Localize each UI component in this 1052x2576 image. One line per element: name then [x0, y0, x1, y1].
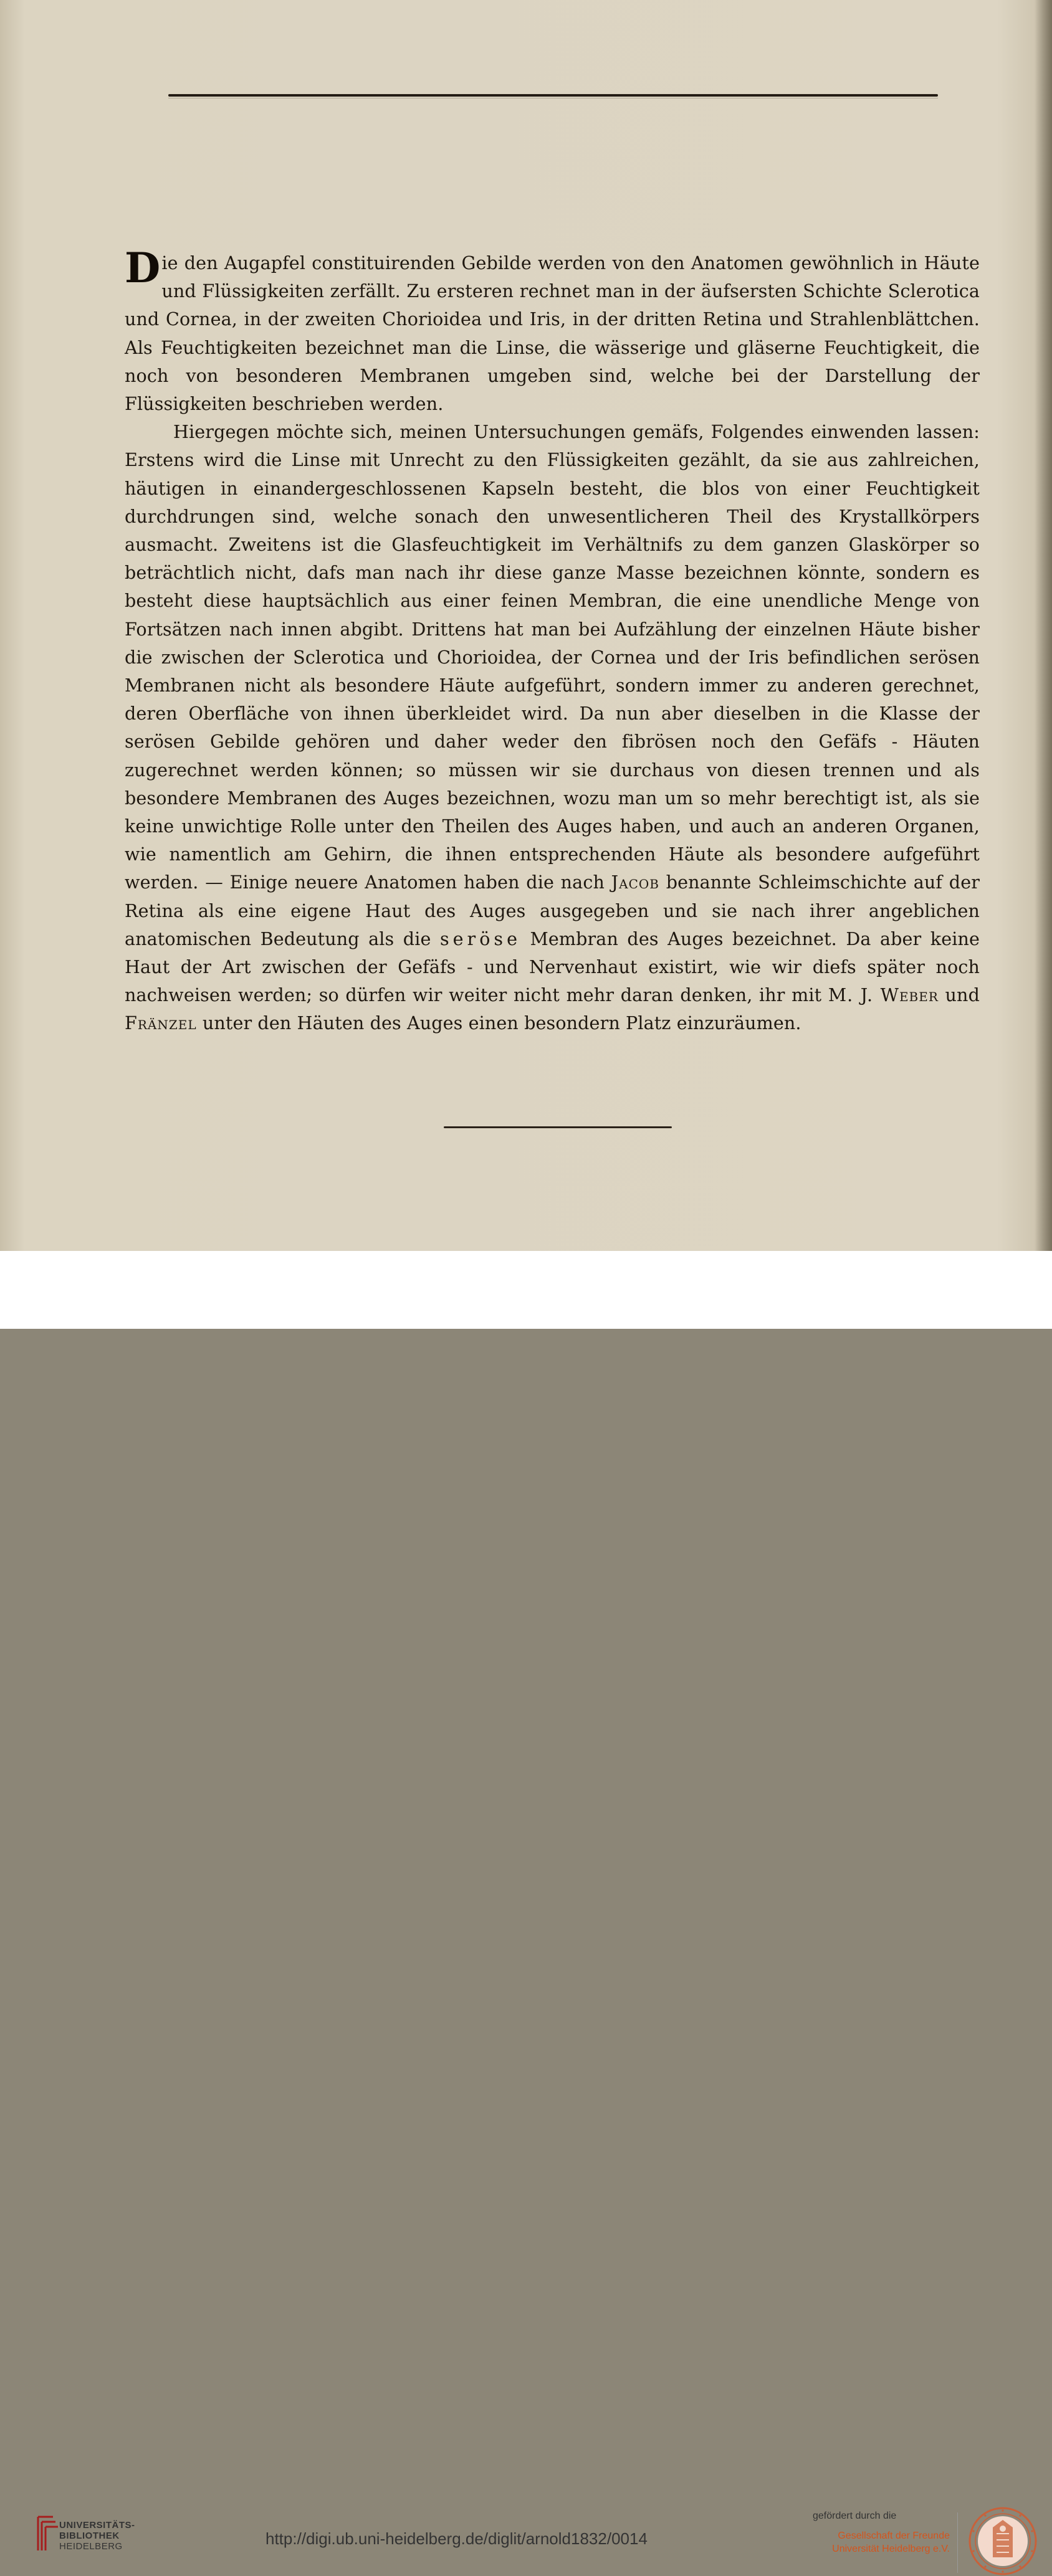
viewer-footer	[0, 1251, 1052, 2554]
paragraph-2	[125, 418, 980, 1037]
library-name-line-1: UNIVERSITÄTS-	[59, 2520, 135, 2531]
scanned-page	[0, 0, 1052, 1251]
university-seal-icon	[968, 2506, 1038, 2576]
library-name	[59, 2520, 135, 2552]
top-rule	[168, 94, 938, 97]
paragraph-2-part-4: und	[945, 984, 980, 1006]
library-name-line-2: BIBLIOTHEK	[59, 2531, 120, 2541]
body-text	[125, 244, 980, 1038]
emphasis-seroese: seröse	[439, 928, 522, 949]
paragraph-1	[125, 244, 980, 418]
spine-shadow	[1035, 0, 1052, 1251]
sponsor-name	[813, 2529, 950, 2555]
sponsor-name-line-1: Gesellschaft der Freunde	[838, 2531, 950, 2541]
name-fraenzel: Fränzel	[125, 1012, 197, 1034]
library-name-line-3: HEIDELBERG	[59, 2541, 123, 2552]
name-weber: M. J. Weber	[828, 984, 939, 1006]
paragraph-2-part-2: benannte Schleimschichte auf der Retina als eine eigene Haut des Auges ausgegeben und sie nach ihrer angeblichen anatomischen Bedeutung als die	[125, 872, 980, 949]
sponsor-label: gefördert durch die	[813, 2511, 897, 2521]
paragraph-2-part-3: Membran des Auges bezeichnet. Da aber keine Haut der Art zwischen der Gefäfs - und Nervenhaut existirt, wie wir diefs später noch nachweisen werden; so dürfen wir weiter nicht mehr daran denken, ihr mit	[125, 928, 980, 1006]
bottom-rule	[444, 1126, 672, 1128]
library-logo-icon	[34, 2514, 59, 2554]
paragraph-1-text: ie den Augapfel constituirenden Gebilde werden von den Anatomen gewöhnlich in Häute und Flüssigkeiten zerfällt. Zu ersteren rechnet man in der äufsersten Schichte Sclerotica und Cornea, in der zweiten Chorioidea und Iris, in der dritten Retina und Strahlenblättchen. Als Feuchtigkeiten bezeichnet man die Linse, die wässerige und gläserne Feuchtigkeit, die noch von besonderen Membranen umgeben sind, welche bei der Darstellung der Flüssigkeiten beschrieben werden.	[125, 252, 980, 415]
paragraph-2-part-5: unter den Häuten des Auges einen besondern Platz einzuräumen.	[202, 1012, 801, 1034]
paragraph-2-part-1: Hiergegen möchte sich, meinen Untersuchungen gemäfs, Folgendes einwenden lassen: Erstens wird die Linse mit Unrecht zu den Flüssigkeiten gezählt, da sie aus zahlreichen, häutigen in einandergeschlossenen Kapseln besteht, die blos von einer Feuchtigkeit durchdrungen sind, welche sonach den unwesentlicheren Theil des Krystallkörpers ausmacht. Zweitens ist die Glasfeuchtigkeit im Verhältnifs zu dem ganzen Glaskörper so beträchtlich nicht, dafs man nach ihr diese ganze Masse bezeichnen könnte, sondern es besteht diese hauptsächlich aus einer feinen Membran, die eine unendliche Menge von Fortsätzen nach innen abgibt. Drittens hat man bei Aufzählung der einzelnen Häute bisher die zwischen der Sclerotica und Chorioidea, der Cornea und der Iris befindlichen serösen Membranen nicht als besondere Häute aufgeführt, sondern immer zu anderen gerechnet, deren Oberfläche von ihnen überkleidet wird. Da nun aber dieselben in die Klasse der serösen Gebilde gehören und daher weder den fibrösen noch den Gefäfs - Häuten zugerechnet werden können; so müssen wir sie durchaus von diesen trennen und als besondere Membranen des Auges bezeichnen, wozu man um so mehr berechtigt ist, als sie keine unwichtige Rolle unter den Theilen des Auges haben, und auch an anderen Organen, wie namentlich am Gehirn, die ihnen entsprechenden Häute als besondere aufgeführt werden. — Einige neuere Anatomen haben die nach	[125, 421, 980, 893]
permalink-url[interactable]: http://digi.ub.uni-heidelberg.de/diglit/arnold1832/0014	[265, 2529, 648, 2548]
name-jacob: Jacob	[611, 872, 659, 893]
sponsor-name-line-2: Universität Heidelberg e.V.	[832, 2544, 950, 2554]
sponsor-divider	[957, 2512, 958, 2573]
drop-cap: D	[125, 244, 161, 292]
